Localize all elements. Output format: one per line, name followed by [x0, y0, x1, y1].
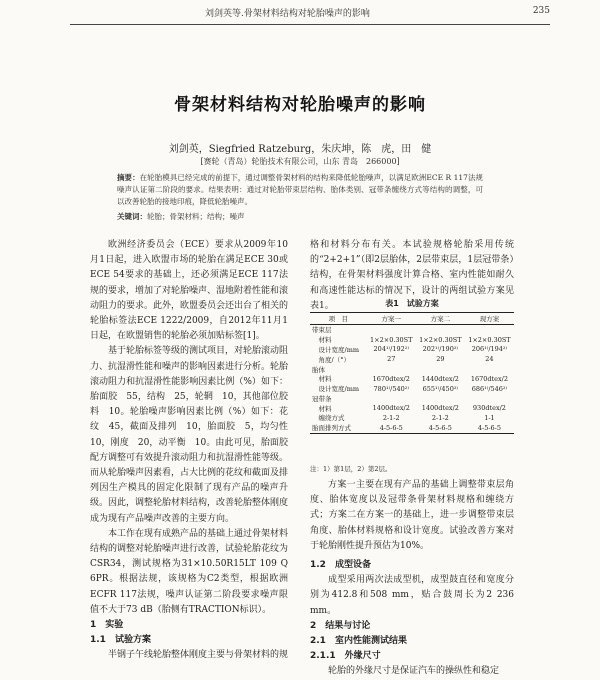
- paragraph: 格和材料分布有关。本试验规格轮胎采用传统的“2+2+1”（即2层胎体，2层带束层，1层冠带条）结构，在骨架材料强度计算合格、室内性能如耐久和高速性能达标的情况下，设计的两组试验方案见表1。: [310, 240, 514, 311]
- table-cell: 655¹⁾/450²⁾: [422, 384, 459, 393]
- table-cell: [416, 325, 465, 335]
- table-cell: [465, 364, 514, 374]
- table-cell: 204¹⁾/192²⁾: [373, 345, 409, 354]
- table-cell: 29: [436, 355, 445, 364]
- table-header: 项 目: [310, 313, 367, 325]
- affiliation: [赛轮（青岛）轮胎技术有限公司，山东 青岛 266000]: [200, 157, 400, 166]
- table-cell: [416, 364, 465, 374]
- table-row: [310, 393, 514, 403]
- table-cell: [465, 393, 514, 403]
- subsubsection-heading: 2.1.1 外缘尺寸: [310, 651, 381, 662]
- table-cell: 780¹⁾/540²⁾: [373, 384, 409, 393]
- table-cell: 设计宽度/mm: [312, 385, 360, 394]
- paragraph: 基于轮胎标签等级的测试项目，对轮胎滚动阻力、抗湿滑性能和噪声的影响因素进行分析。轮胎滚动阻力和抗湿滑性能影响因素比例（%）如下：胎面胶 55，结构 25，轮辋 10，其他部位胶料 10。轮胎噪声影响因素比例（%）如下：花纹 45，截面及排列 10，胎面胶 5，均匀性 10，刚度 20，动平衡 10。由此可见，胎面胶配方调整可有效提升滚动阻力和抗湿滑性能等级。而从轮胎噪声因素看，占大比例的花纹和截面及排列因生产模具的固定化限制了现有产品的噪声升级。因此，调整轮胎材料结构，改善轮胎整体刚度成为现有产品噪声改善的主要方向。: [90, 346, 298, 524]
- table-cell: 1×2×0.30ST: [370, 335, 413, 344]
- table-note: 注：1）第1层，2）第2层。: [310, 465, 392, 473]
- table-row: [310, 325, 514, 335]
- abstract-text: 在轮胎模具已经完成的前提下，通过调整骨架材料的结构来降低轮胎噪声，以满足欧洲ECE R 117法规噪声认证第二阶段的要求。结果表明：通过对轮胎带束层结构、胎体类别、冠带条缠绕方式等结构的调整，可以改善轮胎的接地印痕，降低轮胎噪声。: [117, 173, 483, 206]
- subsection-heading: 1.2 成型设备: [310, 560, 371, 571]
- subsection-heading: 1.1 试验方案: [90, 635, 151, 646]
- running-title: 刘剑英等.骨架材料结构对轮胎噪声的影响: [205, 9, 370, 19]
- table-header: 现方案: [465, 313, 514, 325]
- table-row: [310, 413, 514, 423]
- table-cell: 27: [387, 355, 396, 364]
- table-row: [310, 403, 514, 413]
- table-cell: 1×2×0.30ST: [468, 335, 511, 344]
- table-row: [310, 364, 514, 374]
- table-cell: 胎体: [312, 365, 325, 374]
- table-caption: 表1 试验方案: [385, 299, 439, 308]
- table-cell: [367, 364, 416, 374]
- paragraph: 成型采用两次法成型机，成型鼓直径和宽度分别为412.8和508 mm，贴合鼓周长为2 236 mm。: [310, 575, 514, 616]
- table-cell: 1400dtex/2: [421, 404, 459, 413]
- section-heading: 1 实验: [90, 620, 124, 631]
- section-heading: 2 结果与讨论: [310, 620, 371, 631]
- table-cell: 材料: [312, 404, 332, 413]
- table-cell: 206¹⁾/194²⁾: [471, 345, 508, 354]
- table-header-row: [310, 313, 514, 325]
- table-row: [310, 374, 514, 384]
- table-cell: 带束层: [312, 326, 332, 335]
- paragraph: 半钢子午线轮胎整体刚度主要与骨架材料的规: [108, 650, 289, 661]
- table-cell: 设计宽度/mm: [312, 345, 360, 354]
- table-row: [310, 335, 514, 345]
- authors: 刘剑英，Siegfried Ratzeburg，朱庆坤，陈 虎，田 健: [168, 144, 432, 155]
- table-cell: 2-1-2: [382, 413, 400, 422]
- table-cell: 角度/（°）: [312, 355, 350, 364]
- table-cell: 冠带条: [312, 394, 332, 403]
- table-cell: 材料: [312, 336, 332, 345]
- table-cell: [367, 393, 416, 403]
- table-cell: 24: [485, 355, 494, 364]
- paragraph: 本工作在现有成熟产品的基础上通过骨架材料结构的调整对轮胎噪声进行改善，试验轮胎花纹为CSR34，测试规格为31×10.50R15LT 109 Q 6PR。根据法规，该规格为C2类型，根据欧洲ECFR 117法规，噪声认证第二阶段要求噪声限值不大于73 dB（胎侧有TRACTION标识）。: [90, 528, 289, 615]
- table-cell: 4-5-6-5: [465, 423, 514, 433]
- table-row: [310, 354, 514, 364]
- table-cell: 胎面排列方式: [310, 423, 367, 433]
- subsection-heading: 2.1 室内性能测试结果: [310, 636, 407, 647]
- table-cell: 1670dtex/2: [470, 374, 509, 383]
- right-column-bottom: [310, 478, 514, 680]
- table-cell: 1×2×0.30ST: [419, 335, 462, 344]
- page-number: 235: [532, 6, 550, 16]
- table-cell: [465, 325, 514, 335]
- keywords: [117, 211, 483, 222]
- table-cell: 1400dtex/2: [372, 404, 410, 413]
- table-row: [310, 423, 514, 433]
- table-cell: 1-1: [484, 413, 495, 422]
- table-cell: 缠绕方式: [312, 414, 345, 423]
- table-cell: 材料: [312, 375, 332, 384]
- abstract-label: 摘要：: [117, 173, 140, 182]
- abstract: [117, 172, 483, 208]
- keywords-label: 关键词：: [117, 212, 147, 221]
- paragraph: 欧洲经济委员会（ECE）要求从2009年10月1日起，进入欧盟市场的轮胎在满足ECE 30或ECE 54要求的基础上，还必须满足ECE 117法规的要求，增加了对轮胎噪声、湿地附着性能和滚动阻力的要求。此外，欧盟委员会还出台了相关的轮胎标签法ECE 1222/2009，自2012年11月1日起，在欧盟销售的轮胎必须加贴标签[1]。: [90, 240, 289, 342]
- paragraph: 方案一主要在现有产品的基础上调整带束层角度、胎体宽度以及冠带条骨架材料规格和缠绕方式；方案二在方案一的基础上，进一步调整带束层角度、胎体材料规格和设计宽度。试验改善方案对于轮胎刚性提升预估为10%。: [310, 480, 514, 551]
- table-cell: 4-5-6-5: [416, 423, 465, 433]
- table-cell: [416, 393, 465, 403]
- table-cell: [367, 325, 416, 335]
- left-column: [90, 238, 298, 664]
- table-row: [310, 345, 514, 355]
- table-cell: 202¹⁾/190²⁾: [422, 345, 459, 354]
- table-cell: 930dtex/2: [472, 404, 506, 413]
- table-header: 方案二: [416, 313, 465, 325]
- paragraph: 轮胎的外缘尺寸是保证汽车的操纵性和稳定: [328, 666, 500, 677]
- table-cell: 686¹⁾/546²⁾: [471, 384, 508, 393]
- article-title: 骨架材料结构对轮胎噪声的影响: [174, 95, 426, 115]
- table-header: 方案一: [367, 313, 416, 325]
- table-cell: 1440dtex/2: [421, 374, 459, 383]
- table-cell: 4-5-6-5: [367, 423, 416, 433]
- keywords-text: 轮胎；骨架材料；结构；噪声: [147, 212, 245, 221]
- table-cell: 2-1-2: [431, 413, 449, 422]
- table-cell: 1670dtex/2: [372, 374, 410, 383]
- running-header: [70, 0, 550, 25]
- table-row: [310, 384, 514, 394]
- experiment-table: [310, 312, 514, 434]
